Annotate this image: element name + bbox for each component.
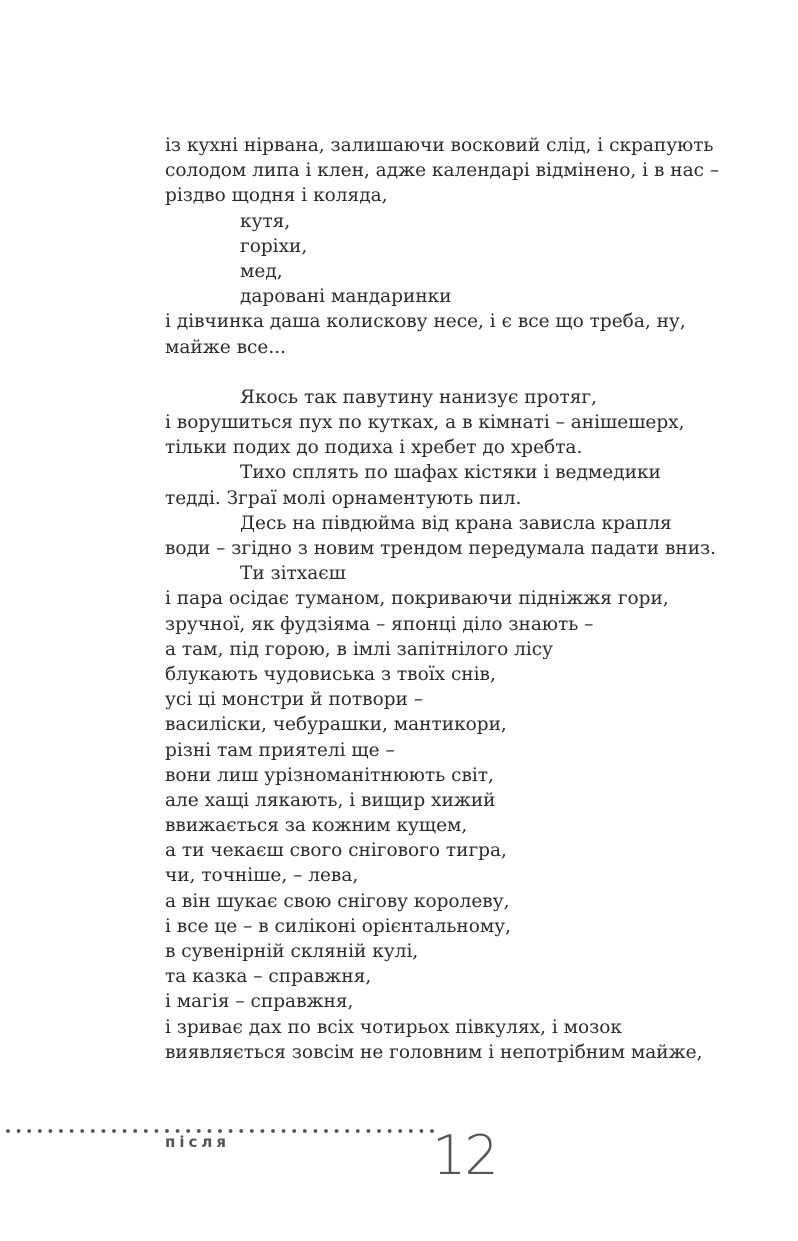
rule-dot [49, 1129, 53, 1133]
rule-dot [261, 1129, 265, 1133]
poem-line: тільки подих до подиха і хребет до хребта. [165, 437, 583, 459]
rule-dot [324, 1129, 328, 1133]
poem-line: ввижається за кожним кущем, [165, 815, 468, 837]
poem-line: горіхи, [240, 235, 308, 257]
rule-dot [80, 1129, 84, 1133]
poem-line: Тихо сплять по шафах кістяки і ведмедики [240, 462, 661, 484]
rule-dot [123, 1129, 127, 1133]
rule-dot [70, 1129, 74, 1133]
rule-dot [388, 1129, 392, 1133]
rule-dot [59, 1129, 63, 1133]
poem-line: Якось так павутину нанизує протяг, [240, 386, 598, 408]
rule-dot [398, 1129, 402, 1133]
poem-line: і все це – в силіконі орієнтальному, [165, 915, 512, 937]
rule-dot [155, 1129, 159, 1133]
poem-line: і ворушиться пух по кутках, а в кімнаті – анішешерх, [165, 412, 685, 434]
poem-line: усі ці монстри й потвори – [165, 689, 424, 711]
poem-line: блукають чудовиська з твоїх снів, [165, 663, 496, 685]
rule-dot [144, 1129, 148, 1133]
rule-dot [292, 1129, 296, 1133]
rule-dot [303, 1129, 307, 1133]
poem-line: і пара осідає туманом, покриваючи підніжжя гори, [165, 588, 669, 610]
poem-line: і магія – справжня, [165, 991, 354, 1013]
poem-line: солодом липа і клен, адже календарі відмінено, і в нас – [165, 160, 720, 182]
rule-dot [409, 1129, 413, 1133]
poem-line: але хащі лякають, і вищир хижий [165, 789, 496, 811]
rule-dot [239, 1129, 243, 1133]
poem-line: води – згідно з новим трендом передумала падати вниз. [165, 538, 717, 559]
poem-line: тедді. Зграї молі орнаментують пил. [165, 487, 522, 509]
rule-dot [102, 1129, 106, 1133]
poem-line: вони лиш урізноманітнюють світ, [165, 764, 494, 786]
poem-line: та казка – справжня, [165, 966, 372, 988]
poem-line: а ти чекаєш свого снігового тигра, [165, 840, 507, 862]
stanza-break [165, 360, 765, 385]
poem-line: різдво щодня і коляда, [165, 185, 388, 207]
poem-line: Десь на півдюйма від крана зависла крапля [240, 512, 672, 534]
section-label: після [165, 1133, 231, 1151]
poem-line: кутя, [240, 210, 291, 232]
rule-dot [27, 1129, 31, 1133]
poem-line: і зриває дах по всіх чотирьох півкулях, і мозок [165, 1016, 622, 1038]
rule-dot [112, 1129, 116, 1133]
poem-line: виявляється зовсім не головним і непотрібним майже, [165, 1041, 703, 1063]
rule-dot [271, 1129, 275, 1133]
page-number: 12 [432, 1124, 497, 1187]
poem-line: Ти зітхаєш [240, 563, 346, 585]
poem-line: зручної, як фудзіяма – японці діло знають – [165, 613, 594, 635]
rule-dot [282, 1129, 286, 1133]
rule-dot [356, 1129, 360, 1133]
rule-dot [345, 1129, 349, 1133]
rule-dot [17, 1129, 21, 1133]
poem-line: майже все... [165, 336, 286, 358]
rule-dot [314, 1129, 318, 1133]
poem-line: і дівчинка даша колискову несе, і є все що треба, ну, [165, 311, 686, 333]
rule-dot [335, 1129, 339, 1133]
poem-line: із кухні нірвана, залишаючи восковий слід, і скрапують [165, 135, 714, 156]
poem-line: а він шукає свою снігову королеву, [165, 890, 510, 912]
poem-line: в сувенірній скляній кулі, [165, 941, 419, 962]
rule-dot [6, 1129, 10, 1133]
poem-line: різні там приятелі ще – [165, 739, 395, 761]
poem-line: мед, [240, 260, 283, 282]
rule-dot [377, 1129, 381, 1133]
rule-dot [367, 1129, 371, 1133]
rule-dot [38, 1129, 42, 1133]
rule-dot [91, 1129, 95, 1133]
poem-body [165, 133, 765, 1065]
poem-line: а там, під горою, в імлі запітнілого лісу [165, 638, 554, 660]
poem-line: чи, точніше, – лева, [165, 865, 359, 887]
rule-dot [133, 1129, 137, 1133]
rule-dot [420, 1129, 424, 1133]
rule-dot [250, 1129, 254, 1133]
poem-line: даровані мандаринки [240, 286, 452, 308]
poem-line: василіски, чебурашки, мантикори, [165, 714, 507, 736]
